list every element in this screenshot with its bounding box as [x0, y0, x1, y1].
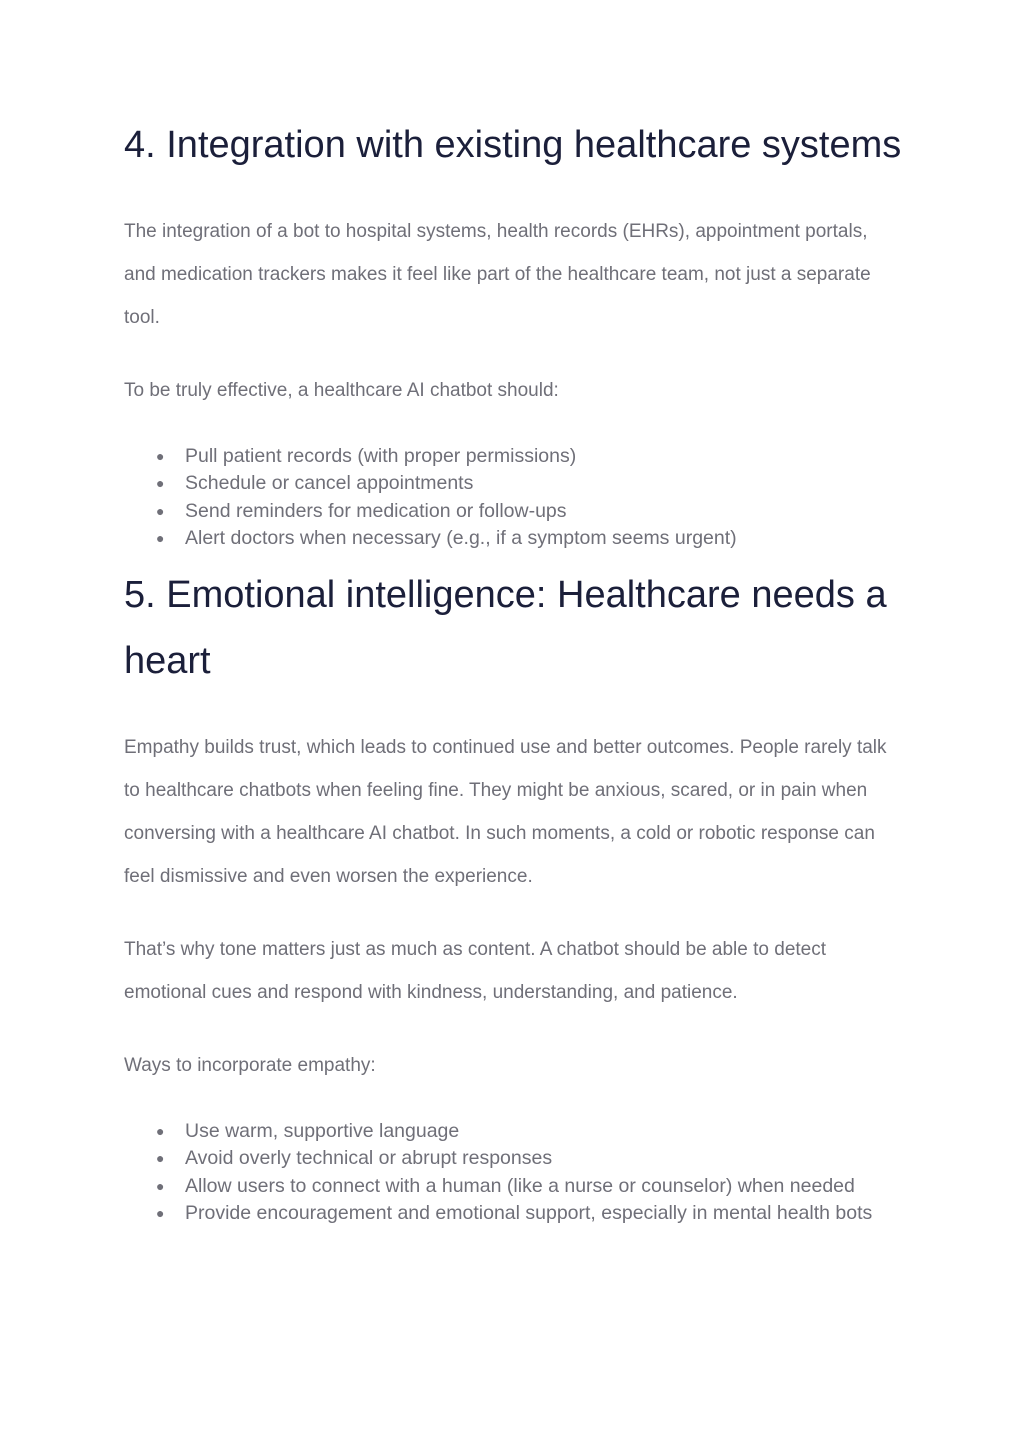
- list-item: [124, 443, 904, 470]
- bullet-icon: ●: [156, 1205, 165, 1222]
- list-item: [124, 498, 904, 525]
- list-item: [124, 1173, 904, 1200]
- paragraph: Ways to incorporate empathy:: [124, 1055, 376, 1077]
- bullet-list: [124, 1118, 904, 1227]
- list-item-text: Pull patient records (with proper permissions): [185, 445, 577, 467]
- paragraph: That’s why tone matters just as much as content. A chatbot should be able to detect emotional cues and respond with kindness, understanding, and patience.: [124, 939, 827, 1004]
- bullet-icon: ●: [156, 1123, 165, 1140]
- bullet-icon: ●: [156, 502, 165, 519]
- section-heading: 5. Emotional intelligence: Healthcare needs a heart: [124, 574, 887, 683]
- paragraph: To be truly effective, a healthcare AI chatbot should:: [124, 380, 559, 401]
- bullet-icon: ●: [156, 1150, 165, 1167]
- paragraph: Empathy builds trust, which leads to continued use and better outcomes. People rarely talk to healthcare chatbots when feeling fine. They might be anxious, scared, or in pain when conversing with a healthcare AI chatbot. In such moments, a cold or robotic response can feel dismissive and even worsen the experience.: [124, 737, 887, 888]
- list-item: [124, 470, 904, 497]
- bullet-icon: ●: [156, 448, 165, 464]
- section-heading: 4. Integration with existing healthcare systems: [124, 124, 902, 166]
- list-item-text: Use warm, supportive language: [185, 1120, 460, 1143]
- list-item-text: Avoid overly technical or abrupt responses: [185, 1147, 553, 1170]
- bullet-icon: ●: [156, 1177, 165, 1194]
- bullet-list: [124, 443, 904, 552]
- list-item-text: Provide encouragement and emotional support, especially in mental health bots: [185, 1202, 873, 1225]
- paragraph: The integration of a bot to hospital systems, health records (EHRs), appointment portals, and medication trackers makes it feel like part of the healthcare team, not just a separate tool.: [124, 221, 871, 328]
- bullet-icon: ●: [156, 475, 165, 492]
- bullet-icon: ●: [156, 529, 165, 546]
- list-item: [124, 1145, 904, 1172]
- list-item-text: Allow users to connect with a human (like a nurse or counselor) when needed: [185, 1174, 855, 1197]
- list-item-text: Schedule or cancel appointments: [185, 472, 474, 495]
- list-item-text: Send reminders for medication or follow-ups: [185, 499, 567, 522]
- list-item: [124, 1118, 904, 1145]
- list-item-text: Alert doctors when necessary (e.g., if a symptom seems urgent): [185, 526, 737, 549]
- list-item: [124, 525, 904, 552]
- list-item: [124, 1200, 904, 1227]
- document-page: [124, 112, 904, 1227]
